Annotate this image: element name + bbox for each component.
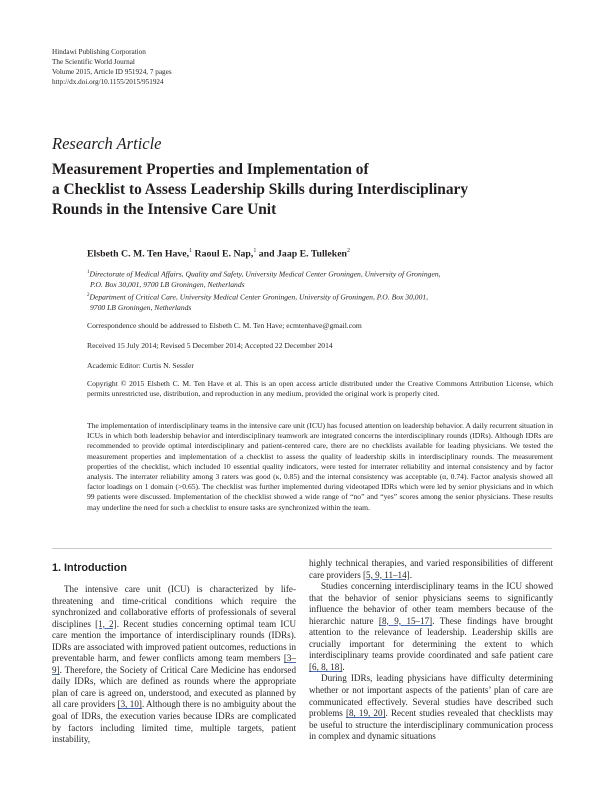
paper-title: [52, 160, 552, 220]
author-affil-mark: 2: [347, 248, 350, 254]
body-text: . Recent studies concerning optimal team ICU care mention the importance of interdisciplinary rounds (IDRs). IDRs are associated with improved patient outcomes, reductions in preventable harm, and fewer conflicts among team members: [52, 618, 297, 664]
body-text: .: [342, 661, 345, 672]
author-list: [87, 248, 350, 259]
citation-link[interactable]: [8, 19, 20]: [345, 708, 386, 719]
affiliation: [87, 268, 547, 290]
abstract: The implementation of interdisciplinary teams in the intensive care unit (ICU) has focused attention on leadership behavior. A daily recurrent situation in ICUs in which both leadership behavior and interdisciplinary teamwork are integrated concerns the interdisciplinary rounds (IDRs). Although IDRs are recommended to provide optimal interdisciplinary and patient-centered care, there are no checklists available for leading physicians. We tested the measurement properties and implementation of a checklist to assess the quality of leadership skills in interdisciplinary rounds. The measurement properties of the checklist, which included 10 essential quality indicators, were tested for interrater reliability and internal consistency and by factor analysis. The interrater reliability among 3 raters was good (κ, 0.85) and the internal consistency was acceptable (α, 0.74). Factor analysis showed all factor loadings on 1 domain (>0.65). The checklist was further implemented during videotaped IDRs which were led by senior physicians and in which 99 patients were discussed. Implementation of the checklist showed a wide range of “no” and “yes” scores among the senior physicians. These results may underline the need for such a checklist to ensure tasks are synchronized within the team.: [87, 421, 553, 512]
paragraph: [52, 584, 296, 746]
body-text: highly technical therapies, and varied responsibilities of different care providers: [309, 558, 553, 580]
affil-line: Directorate of Medical Affairs, Quality and Safety, University Medical Center Groningen, University of Groningen,: [89, 269, 441, 279]
article-type: Research Article: [52, 134, 162, 153]
title-line: a Checklist to Assess Leadership Skills during Interdisciplinary: [52, 181, 469, 198]
correspondence: Correspondence should be addressed to Elsbeth C. M. Ten Have; ecmtenhave@gmail.com: [87, 321, 362, 330]
paragraph: [309, 558, 553, 581]
affil-line: P.O. Box 30,001, 9700 LB Groningen, Netherlands: [90, 279, 245, 289]
paragraph: [309, 673, 553, 742]
body-text: Studies concerning interdisciplinary teams in the ICU showed that the behavior of senior physicians seems to significantly influence the behavior of other team members because of the hierarchic nature: [309, 581, 553, 626]
author-name: Raoul E. Nap,: [192, 248, 254, 260]
title-line: Measurement Properties and Implementation of: [52, 161, 369, 178]
citation-link[interactable]: [1, 2]: [95, 618, 117, 629]
journal-name: The Scientific World Journal: [52, 58, 135, 66]
citation-link[interactable]: [3, 10]: [117, 699, 142, 710]
body-text: The intensive care unit (ICU) is characterized by life-threatening and time-critical conditions which require the synchronized and collaborative efforts of professionals of several disciplines: [52, 584, 296, 629]
body-text: . Although there is no ambiguity about the goal of IDRs, the execution varies because IDRs are complicated by factors including limited time, multiple targets, patient instability,: [52, 699, 296, 745]
dates: Received 15 July 2014; Revised 5 December 2014; Accepted 22 December 2014: [87, 341, 333, 350]
author-name: and Jaap E. Tulleken: [256, 248, 347, 260]
body-text: . These findings have brought attention to the relevance of leadership. Leadership skills are crucially important for determining the extent to which interdisciplinary teams provide coordinated and safe patient care: [309, 615, 553, 661]
author-affil-mark: 1: [189, 248, 193, 254]
body-text: .: [409, 569, 412, 580]
body-text: . Recent studies revealed that checklists may be useful to structure the interdisciplinary communication process in complex and dynamic situations: [309, 708, 553, 742]
affil-line: 9700 LB Groningen, Netherlands: [90, 302, 192, 312]
body-text: During IDRs, leading physicians have difficulty determining whether or not important aspects of the patients’ plan of care are communicated effectively. Several studies have described such problems: [309, 673, 553, 719]
doi-link[interactable]: http://dx.doi.org/10.1155/2015/951924: [52, 78, 164, 86]
affiliation: [87, 291, 547, 313]
left-column: [52, 584, 296, 746]
divider: [52, 548, 552, 549]
right-column: [309, 558, 553, 743]
copyright-notice: Copyright © 2015 Elsbeth C. M. Ten Have et al. This is an open access article distributed under the Creative Commons Attribution License, which permits unrestricted use, distribution, and reproduction in any medium, provided the original work is properly cited.: [87, 379, 553, 399]
author-affil-mark: 1: [253, 248, 257, 254]
publisher: Hindawi Publishing Corporation: [52, 48, 146, 56]
author-name: Elsbeth C. M. Ten Have,: [87, 248, 190, 260]
citation-link[interactable]: [3–9]: [52, 653, 296, 675]
affil-mark: 1: [87, 270, 90, 275]
academic-editor: Academic Editor: Curtis N. Sessler: [87, 361, 194, 370]
journal-header: [52, 47, 172, 87]
affil-line: Department of Critical Care, University Medical Center Groningen, University of Groningen, P.O. Box 30,001,: [89, 292, 429, 302]
citation-link[interactable]: [8, 9, 15–17]: [378, 615, 433, 626]
paragraph: [309, 581, 553, 673]
title-line: Rounds in the Intensive Care Unit: [52, 201, 277, 218]
citation-link[interactable]: [5, 9, 11–14]: [363, 569, 410, 580]
section-heading: 1. Introduction: [52, 562, 127, 574]
affil-mark: 2: [87, 293, 90, 298]
volume-info: Volume 2015, Article ID 951924, 7 pages: [52, 68, 172, 76]
body-text: . Therefore, the Society of Critical Care Medicine has endorsed daily IDRs, which are defined as rounds where the appropriate plan of care is agreed on, understood, and executed as planned by all care providers: [52, 664, 296, 710]
citation-link[interactable]: [6, 8, 18]: [309, 661, 343, 672]
